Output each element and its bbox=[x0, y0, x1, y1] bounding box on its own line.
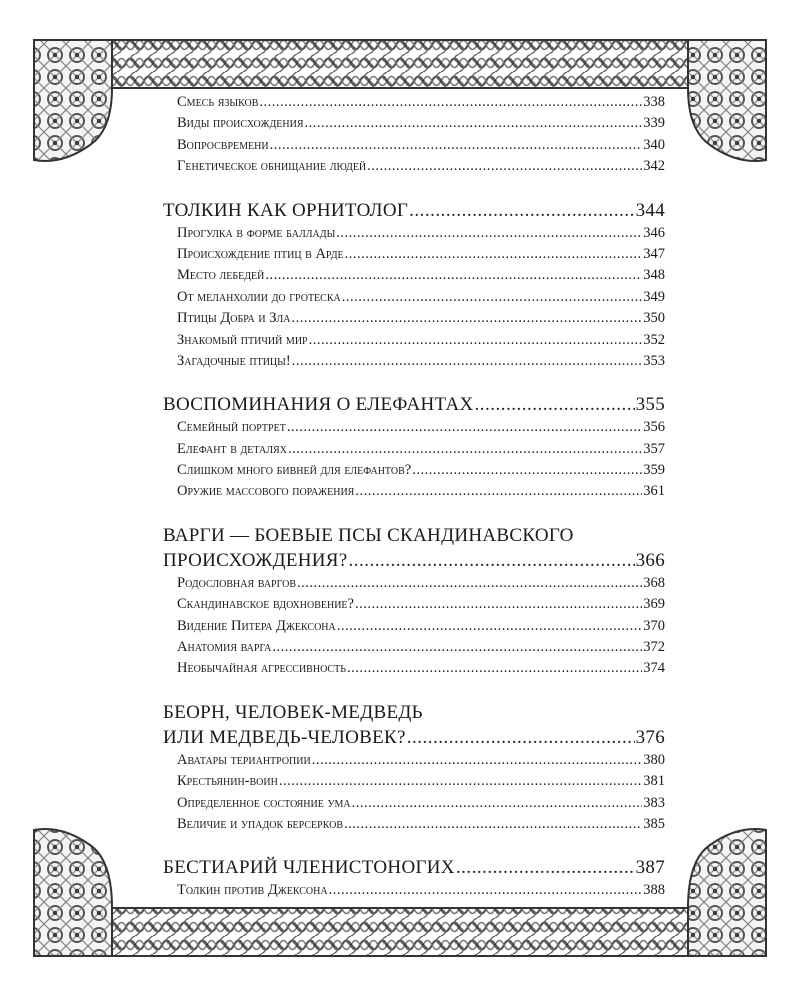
toc-entry[interactable]: Необычайная агрессивность ..... 374 bbox=[163, 660, 665, 681]
toc-chapter-heading-line1[interactable]: ВАРГИ — БОЕВЫЕ ПСЫ СКАНДИНАВСКОГО bbox=[163, 524, 574, 546]
knot-top-left-corner bbox=[34, 40, 112, 161]
toc-entry[interactable]: Вопросвремени ..... 340 bbox=[163, 137, 665, 158]
toc-entry[interactable]: Определенное состояние ума ..... 383 bbox=[163, 795, 665, 816]
toc-entry[interactable]: Загадочные птицы! ..... 353 bbox=[163, 353, 665, 374]
knot-bottom-left-corner bbox=[34, 829, 112, 956]
toc-entry[interactable]: Родословная варгов ..... 368 bbox=[163, 575, 665, 596]
toc-chapter-heading[interactable]: ПРОИСХОЖДЕНИЯ? ..... 366 bbox=[163, 550, 665, 575]
toc-entry[interactable]: Генетическое обнищание людей ..... 342 bbox=[163, 158, 665, 179]
toc-entry[interactable]: Смесь языков ..... 338 bbox=[163, 94, 665, 115]
toc-entry[interactable]: Скандинавское вдохновение? ..... 369 bbox=[163, 596, 665, 617]
knot-bottom-right-corner bbox=[688, 829, 766, 956]
toc-entry[interactable]: Анатомия варга ..... 372 bbox=[163, 639, 665, 660]
toc-entry[interactable]: Аватары териантропии ..... 380 bbox=[163, 752, 665, 773]
toc-chapter-heading[interactable]: ИЛИ МЕДВЕДЬ-ЧЕЛОВЕК? ..... 376 bbox=[163, 727, 665, 752]
knot-bottom-band bbox=[34, 908, 766, 956]
toc-entry[interactable]: Крестьянин-воин ..... 381 bbox=[163, 773, 665, 794]
toc-entry[interactable]: Место лебедей ..... 348 bbox=[163, 267, 665, 288]
toc-entry[interactable]: Семейный портрет ..... 356 bbox=[163, 419, 665, 440]
toc-entry[interactable]: Оружие массового поражения ..... 361 bbox=[163, 483, 665, 504]
toc-entry[interactable]: Птицы Добра и Зла ..... 350 bbox=[163, 310, 665, 331]
table-of-contents bbox=[163, 94, 665, 904]
toc-chapter-heading[interactable]: ВОСПОМИНАНИЯ О ЕЛЕФАНТАХ ..... 355 bbox=[163, 394, 665, 419]
knot-top-band bbox=[34, 40, 766, 88]
toc-entry[interactable]: Величие и упадок берсерков ..... 385 bbox=[163, 816, 665, 837]
toc-entry[interactable]: Видение Питера Джексона ..... 370 bbox=[163, 618, 665, 639]
toc-entry[interactable]: Толкин против Джексона ..... 388 bbox=[163, 882, 665, 903]
toc-chapter-heading-line1[interactable]: БЕОРН, ЧЕЛОВЕК-МЕДВЕДЬ bbox=[163, 701, 423, 723]
toc-entry[interactable]: От меланхолии до гротеска ..... 349 bbox=[163, 289, 665, 310]
toc-entry[interactable]: Прогулка в форме баллады ..... 346 bbox=[163, 225, 665, 246]
toc-entry[interactable]: Происхождение птиц в Арде ..... 347 bbox=[163, 246, 665, 267]
toc-entry[interactable]: Елефант в деталях ..... 357 bbox=[163, 441, 665, 462]
toc-entry[interactable]: Знакомый птичий мир ..... 352 bbox=[163, 332, 665, 353]
toc-chapter-heading[interactable]: ТОЛКИН КАК ОРНИТОЛОГ ..... 344 bbox=[163, 200, 665, 225]
toc-entry[interactable]: Слишком много бивней для елефантов? ..... 359 bbox=[163, 462, 665, 483]
knot-top-right-corner bbox=[688, 40, 766, 161]
toc-entry[interactable]: Виды происхождения ..... 339 bbox=[163, 115, 665, 136]
toc-chapter-heading[interactable]: БЕСТИАРИЙ ЧЛЕНИСТОНОГИХ ..... 387 bbox=[163, 857, 665, 882]
